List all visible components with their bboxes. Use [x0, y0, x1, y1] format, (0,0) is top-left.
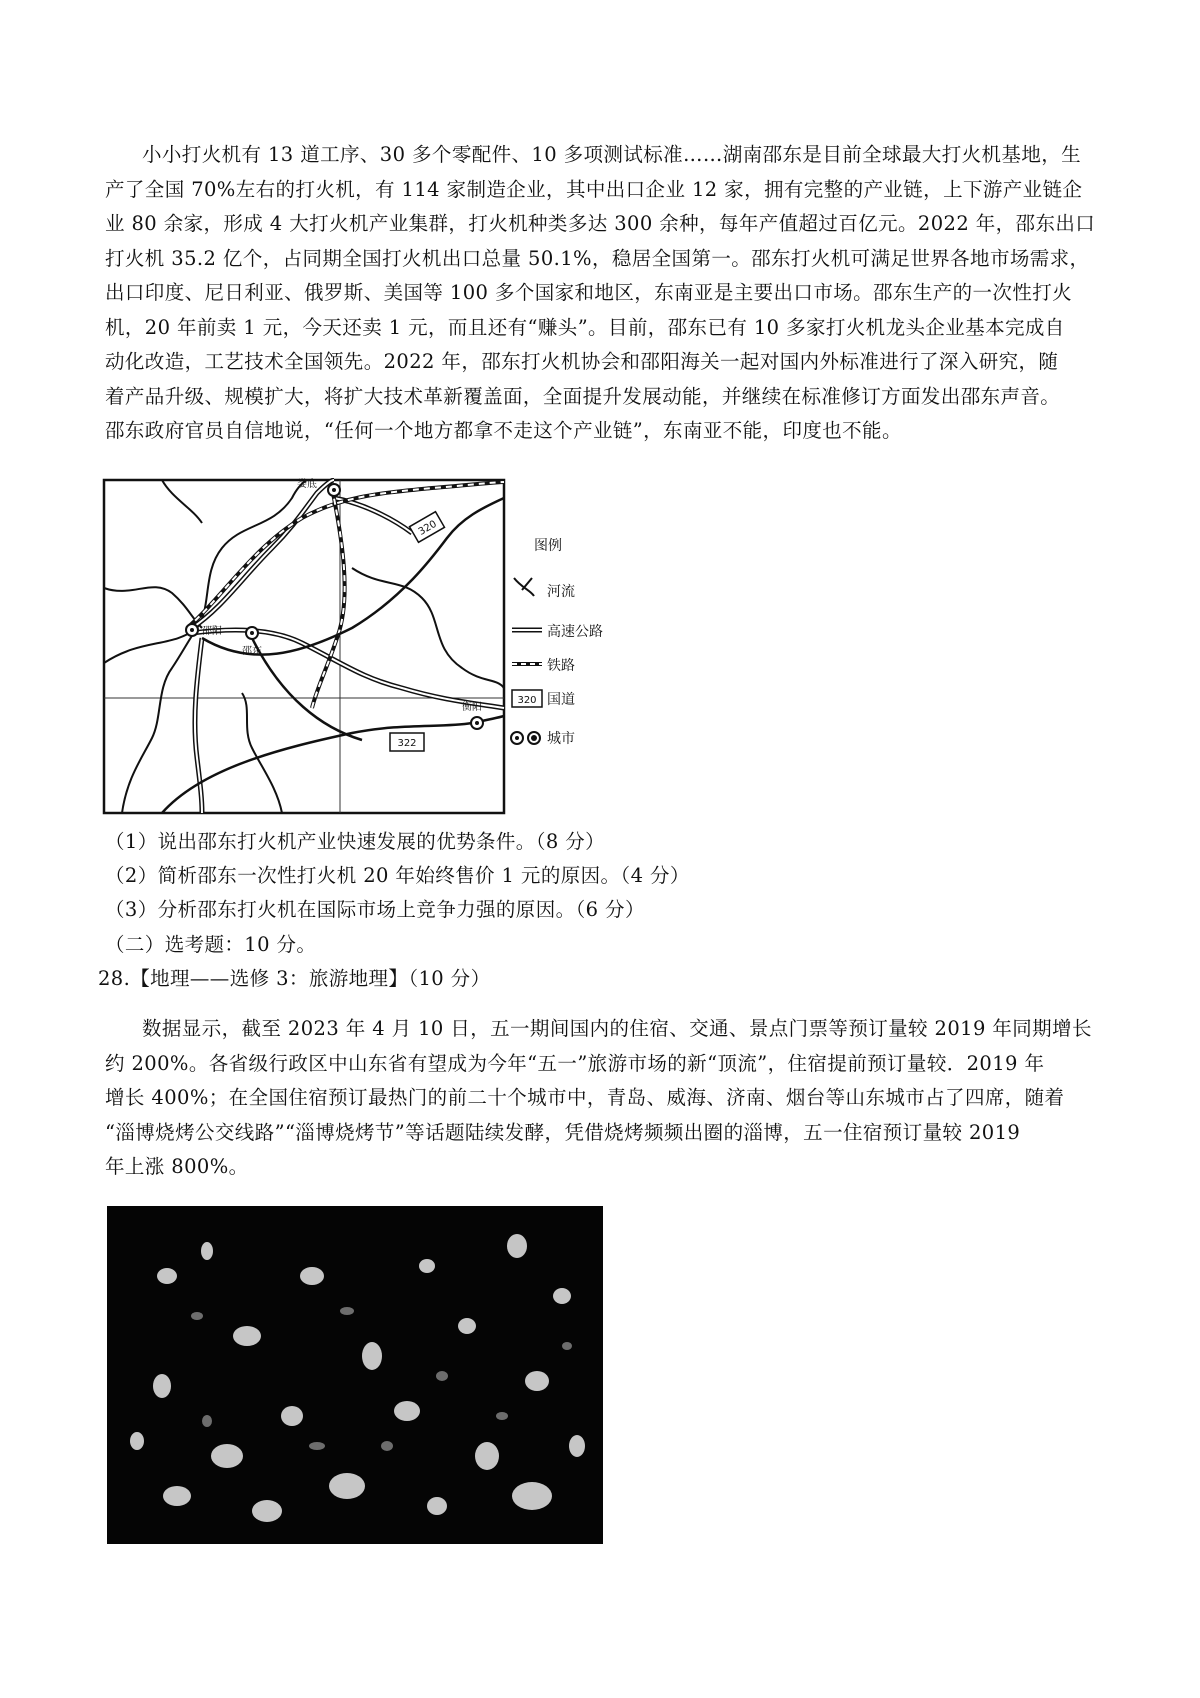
svg-text:衡阳: 衡阳 — [462, 702, 482, 713]
svg-text:河流: 河流 — [547, 584, 575, 600]
question-27-1: （1）说出邵东打火机产业快速发展的优势条件。（8 分） — [105, 830, 606, 853]
passage-line: 业 80 余家，形成 4 大打火机产业集群，打火机种类多达 300 余种，每年产值超过百亿元。2022 年，邵东出口 — [105, 212, 1096, 235]
question-27-2: （2）简析邵东一次性打火机 20 年始终售价 1 元的原因。（4 分） — [105, 864, 690, 887]
svg-text:城市: 城市 — [547, 731, 575, 747]
city-shaoyang — [186, 624, 222, 637]
svg-text:国道: 国道 — [547, 692, 575, 708]
passage-line: 产了全国 70%左右的打火机，有 114 家制造企业，其中出口企业 12 家，拥有完整的产业链，上下游产业链企 — [105, 177, 1083, 201]
passage-line: 出口印度、尼日利亚、俄罗斯、美国等 100 多个国家和地区，东南亚是主要出口市场。邵东生产的一次性打火 — [105, 281, 1073, 304]
passage-line: 小小打火机有 13 道工序、30 多个零配件、10 多项测试标准……湖南邵东是目前全球最大打火机基地，生 — [142, 143, 1082, 166]
passage-line: 着产品升级、规模扩大，将扩大技术革新覆盖面，全面提升发展动能，并继续在标准修订方面发出邵东声音。 — [105, 384, 1061, 408]
zibo-crowd-photo — [107, 1206, 603, 1544]
svg-text:高速公路: 高速公路 — [547, 624, 603, 640]
svg-text:邵阳: 邵阳 — [202, 626, 222, 637]
map-legend — [511, 538, 603, 747]
shaodong-location-map — [102, 478, 682, 816]
passage-line: 年上涨 800%。 — [105, 1155, 249, 1178]
svg-text:320: 320 — [416, 518, 439, 538]
passage-line: 约 200%。各省级行政区中山东省有望成为今年“五一”旅游市场的新“顶流”，住宿提前预订量较．2019 年 — [105, 1051, 1045, 1075]
svg-text:娄底: 娄底 — [297, 479, 317, 490]
passage-line: 邵东政府官员自信地说，“任何一个地方都拿不走这个产业链”，东南亚不能，印度也不能。 — [105, 419, 902, 442]
crowd-photo-image — [107, 1206, 603, 1544]
road-shield-322 — [390, 733, 424, 751]
passage-line: 数据显示，截至 2023 年 4 月 10 日，五一期间国内的住宿、交通、景点门票等预订量较 2019 年同期增长 — [142, 1017, 1092, 1040]
passage-line: “淄博烧烤公交线路”“淄博烧烤节”等话题陆续发酵，凭借烧烤频频出圈的淄博，五一住宿预订量较 2019 — [105, 1120, 1021, 1144]
passage-line: 增长 400%；在全国住宿预订最热门的前二十个城市中，青岛、威海、济南、烟台等山东城市占了四席，随着 — [105, 1086, 1065, 1109]
legend-river-icon — [514, 578, 534, 596]
passage-line: 动化改造，工艺技术全国领先。2022 年，邵东打火机协会和邵阳海关一起对国内外标准进行了深入研究，随 — [105, 350, 1059, 373]
passage-28 — [105, 1012, 1105, 1185]
question-28-heading: 28.【地理——选修 3：旅游地理】（10 分） — [98, 967, 491, 990]
passage-line: 打火机 35.2 亿个，占同期全国打火机出口总量 50.1%，稳居全国第一。邵东打火机可满足世界各地市场需求， — [105, 246, 1090, 270]
section-heading: （二）选考题：10 分。 — [105, 933, 317, 956]
passage-line: 机，20 年前卖 1 元，今天还卖 1 元，而且还有“赚头”。目前，邵东已有 10 多家打火机龙头企业基本完成自 — [105, 315, 1065, 339]
legend-title: 图例 — [534, 538, 562, 554]
svg-text:320: 320 — [517, 695, 537, 706]
svg-text:322: 322 — [397, 738, 417, 749]
svg-text:邵东: 邵东 — [242, 646, 262, 657]
question-27-3: （3）分析邵东打火机在国际市场上竞争力强的原因。（6 分） — [105, 898, 645, 921]
passage-27 — [105, 138, 1105, 449]
svg-text:铁路: 铁路 — [547, 658, 575, 674]
